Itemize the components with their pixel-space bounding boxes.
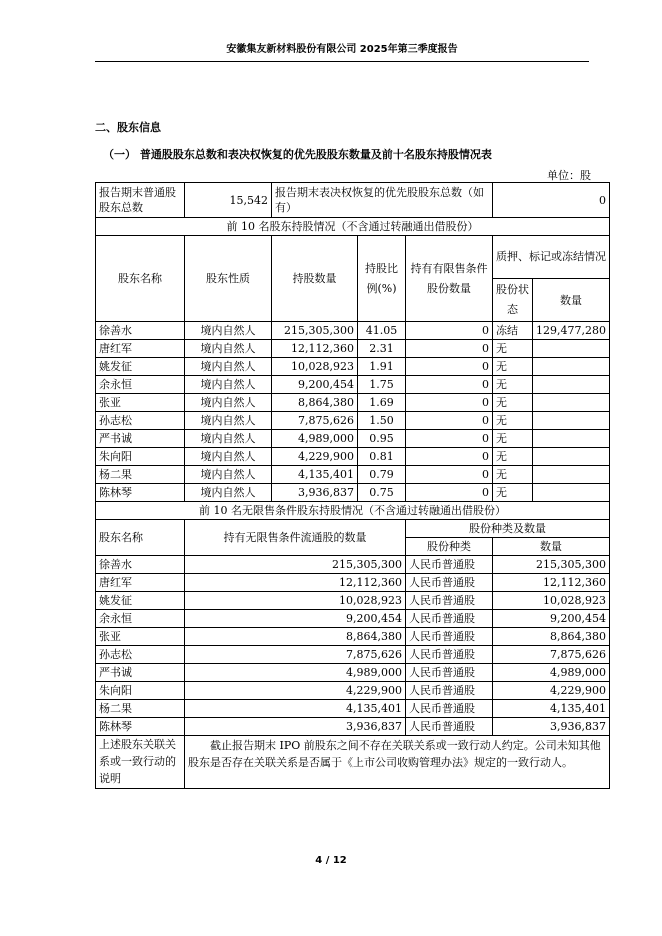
col-header-ratio: 持股比例(%) bbox=[358, 236, 406, 322]
share-count: 4,135,401 bbox=[493, 700, 610, 718]
table-row bbox=[96, 394, 610, 412]
pledge-status: 无 bbox=[493, 448, 533, 466]
share-type: 人民币普通股 bbox=[406, 628, 493, 646]
table-row bbox=[96, 574, 610, 592]
share-count: 215,305,300 bbox=[493, 556, 610, 574]
relation-note-label: 上述股东关联关系或一致行动的说明 bbox=[96, 736, 185, 789]
shareholding-ratio: 1.75 bbox=[358, 376, 406, 394]
share-count: 7,875,626 bbox=[493, 646, 610, 664]
pledge-status: 无 bbox=[493, 466, 533, 484]
pledge-status: 冻结 bbox=[493, 322, 533, 340]
table-row bbox=[96, 592, 610, 610]
restricted-shares: 0 bbox=[406, 448, 493, 466]
table-row bbox=[96, 376, 610, 394]
share-type: 人民币普通股 bbox=[406, 646, 493, 664]
shareholding-ratio: 1.50 bbox=[358, 412, 406, 430]
shareholding-amount: 10,028,923 bbox=[272, 358, 358, 376]
pledge-count bbox=[533, 484, 610, 502]
shareholding-amount: 215,305,300 bbox=[272, 322, 358, 340]
shareholder-name: 姚发征 bbox=[96, 358, 185, 376]
shareholding-amount: 7,875,626 bbox=[272, 412, 358, 430]
u-col-header-count: 数量 bbox=[493, 538, 610, 556]
share-count: 12,112,360 bbox=[493, 574, 610, 592]
restricted-shares: 0 bbox=[406, 466, 493, 484]
table-row bbox=[96, 484, 610, 502]
pledge-count: 129,477,280 bbox=[533, 322, 610, 340]
unrestricted-section-row bbox=[96, 502, 610, 520]
unrestricted-shares: 9,200,454 bbox=[185, 610, 406, 628]
table-row bbox=[96, 448, 610, 466]
restricted-shares: 0 bbox=[406, 322, 493, 340]
restricted-shares: 0 bbox=[406, 340, 493, 358]
unrestricted-shares: 4,229,900 bbox=[185, 682, 406, 700]
relation-note-text: 截止报告期末 IPO 前股东之间不存在关联关系或一致行动人约定。公司未知其他股东是否存在关联关系是否属于《上市公司收购管理办法》规定的一致行动人。 bbox=[185, 736, 610, 789]
pledge-count bbox=[533, 448, 610, 466]
unrestricted-shares: 7,875,626 bbox=[185, 646, 406, 664]
shareholder-name: 严书诚 bbox=[96, 664, 185, 682]
pledge-count bbox=[533, 358, 610, 376]
common-holders-value: 15,542 bbox=[185, 183, 272, 218]
u-col-header-name: 股东名称 bbox=[96, 520, 185, 556]
col-header-nature: 股东性质 bbox=[185, 236, 272, 322]
share-count: 4,989,000 bbox=[493, 664, 610, 682]
share-type: 人民币普通股 bbox=[406, 574, 493, 592]
share-type: 人民币普通股 bbox=[406, 700, 493, 718]
top10-header-row bbox=[96, 236, 610, 279]
shareholder-name: 孙志松 bbox=[96, 646, 185, 664]
unit-label: 单位：股 bbox=[547, 169, 591, 182]
table-row bbox=[96, 700, 610, 718]
section-title: 二、股东信息 bbox=[95, 121, 161, 134]
unrestricted-rows bbox=[96, 556, 610, 736]
shareholder-name: 徐善水 bbox=[96, 556, 185, 574]
shareholder-name: 张亚 bbox=[96, 394, 185, 412]
pref-holders-label: 报告期末表决权恢复的优先股股东总数（如有） bbox=[272, 183, 493, 218]
u-col-header-shares: 持有无限售条件流通股的数量 bbox=[185, 520, 406, 556]
shareholder-nature: 境内自然人 bbox=[185, 412, 272, 430]
top10-rows bbox=[96, 322, 610, 502]
shareholding-ratio: 0.75 bbox=[358, 484, 406, 502]
shareholder-name: 唐红军 bbox=[96, 574, 185, 592]
shareholding-amount: 4,135,401 bbox=[272, 466, 358, 484]
shareholder-nature: 境内自然人 bbox=[185, 376, 272, 394]
share-count: 8,864,380 bbox=[493, 628, 610, 646]
restricted-shares: 0 bbox=[406, 484, 493, 502]
pledge-count bbox=[533, 430, 610, 448]
restricted-shares: 0 bbox=[406, 376, 493, 394]
table-row bbox=[96, 718, 610, 736]
shareholder-name: 陈林琴 bbox=[96, 484, 185, 502]
shareholder-name: 朱向阳 bbox=[96, 448, 185, 466]
unrestricted-shares: 4,135,401 bbox=[185, 700, 406, 718]
pledge-status: 无 bbox=[493, 430, 533, 448]
share-count: 4,229,900 bbox=[493, 682, 610, 700]
pledge-count bbox=[533, 412, 610, 430]
table-row bbox=[96, 430, 610, 448]
table-row bbox=[96, 664, 610, 682]
unrestricted-shares: 8,864,380 bbox=[185, 628, 406, 646]
summary-row bbox=[96, 183, 610, 218]
share-type: 人民币普通股 bbox=[406, 664, 493, 682]
shareholding-ratio: 1.91 bbox=[358, 358, 406, 376]
unrestricted-shares: 215,305,300 bbox=[185, 556, 406, 574]
col-header-pledge-count: 数量 bbox=[533, 279, 610, 322]
pledge-count bbox=[533, 466, 610, 484]
col-header-shares: 持股数量 bbox=[272, 236, 358, 322]
subsection-title: （一） 普通股股东总数和表决权恢复的优先股股东数量及前十名股东持股情况表 bbox=[103, 148, 492, 161]
shareholding-ratio: 2.31 bbox=[358, 340, 406, 358]
shareholding-ratio: 41.05 bbox=[358, 322, 406, 340]
restricted-shares: 0 bbox=[406, 358, 493, 376]
shareholder-name: 孙志松 bbox=[96, 412, 185, 430]
shareholder-nature: 境内自然人 bbox=[185, 394, 272, 412]
pledge-count bbox=[533, 394, 610, 412]
restricted-shares: 0 bbox=[406, 430, 493, 448]
share-count: 10,028,923 bbox=[493, 592, 610, 610]
restricted-shares: 0 bbox=[406, 394, 493, 412]
share-type: 人民币普通股 bbox=[406, 718, 493, 736]
share-count: 9,200,454 bbox=[493, 610, 610, 628]
shareholder-name: 陈林琴 bbox=[96, 718, 185, 736]
shareholder-name: 姚发征 bbox=[96, 592, 185, 610]
col-header-pledge-group: 质押、标记或冻结情况 bbox=[493, 236, 610, 279]
common-holders-label: 报告期末普通股股东总数 bbox=[96, 183, 185, 218]
pledge-status: 无 bbox=[493, 376, 533, 394]
shareholder-nature: 境内自然人 bbox=[185, 340, 272, 358]
unrestricted-shares: 10,028,923 bbox=[185, 592, 406, 610]
share-type: 人民币普通股 bbox=[406, 592, 493, 610]
relation-note-row bbox=[96, 736, 610, 789]
table-row bbox=[96, 340, 610, 358]
shareholder-name: 朱向阳 bbox=[96, 682, 185, 700]
shareholding-ratio: 0.79 bbox=[358, 466, 406, 484]
shareholder-nature: 境内自然人 bbox=[185, 466, 272, 484]
restricted-shares: 0 bbox=[406, 412, 493, 430]
col-header-restricted: 持有有限售条件股份数量 bbox=[406, 236, 493, 322]
shareholder-name: 余永恒 bbox=[96, 376, 185, 394]
pledge-count bbox=[533, 340, 610, 358]
shareholding-amount: 9,200,454 bbox=[272, 376, 358, 394]
shareholder-name: 唐红军 bbox=[96, 340, 185, 358]
shareholder-name: 严书诚 bbox=[96, 430, 185, 448]
pledge-count bbox=[533, 376, 610, 394]
share-type: 人民币普通股 bbox=[406, 556, 493, 574]
page-header: 安徽集友新材料股份有限公司 2025年第三季度报告 bbox=[226, 44, 458, 55]
shareholder-name: 杨二果 bbox=[96, 466, 185, 484]
shareholder-nature: 境内自然人 bbox=[185, 430, 272, 448]
unrestricted-section-label: 前 10 名无限售条件股东持股情况（不含通过转融通出借股份） bbox=[96, 502, 610, 520]
shareholding-ratio: 0.81 bbox=[358, 448, 406, 466]
shareholding-amount: 4,229,900 bbox=[272, 448, 358, 466]
u-col-header-type: 股份种类 bbox=[406, 538, 493, 556]
unrestricted-shares: 12,112,360 bbox=[185, 574, 406, 592]
pledge-status: 无 bbox=[493, 358, 533, 376]
pledge-status: 无 bbox=[493, 340, 533, 358]
share-type: 人民币普通股 bbox=[406, 682, 493, 700]
top10-section-row bbox=[96, 218, 610, 236]
shareholding-ratio: 1.69 bbox=[358, 394, 406, 412]
table-row bbox=[96, 610, 610, 628]
pref-holders-value: 0 bbox=[493, 183, 610, 218]
share-count: 3,936,837 bbox=[493, 718, 610, 736]
shareholder-nature: 境内自然人 bbox=[185, 448, 272, 466]
shareholding-amount: 3,936,837 bbox=[272, 484, 358, 502]
pledge-status: 无 bbox=[493, 484, 533, 502]
table-row bbox=[96, 628, 610, 646]
shareholder-nature: 境内自然人 bbox=[185, 322, 272, 340]
table-row bbox=[96, 646, 610, 664]
table-row bbox=[96, 466, 610, 484]
pledge-status: 无 bbox=[493, 394, 533, 412]
shareholder-name: 杨二果 bbox=[96, 700, 185, 718]
unrestricted-shares: 3,936,837 bbox=[185, 718, 406, 736]
col-header-name: 股东名称 bbox=[96, 236, 185, 322]
unrestricted-header-row bbox=[96, 520, 610, 538]
shareholding-amount: 8,864,380 bbox=[272, 394, 358, 412]
shareholder-name: 余永恒 bbox=[96, 610, 185, 628]
shareholding-ratio: 0.95 bbox=[358, 430, 406, 448]
top10-section-label: 前 10 名股东持股情况（不含通过转融通出借股份） bbox=[96, 218, 610, 236]
shareholder-nature: 境内自然人 bbox=[185, 484, 272, 502]
unrestricted-shares: 4,989,000 bbox=[185, 664, 406, 682]
shareholder-nature: 境内自然人 bbox=[185, 358, 272, 376]
table-row bbox=[96, 358, 610, 376]
table-row bbox=[96, 322, 610, 340]
header-divider bbox=[95, 61, 589, 62]
page-number: 4 / 12 bbox=[315, 855, 347, 866]
shareholder-table bbox=[95, 182, 610, 789]
pledge-status: 无 bbox=[493, 412, 533, 430]
share-type: 人民币普通股 bbox=[406, 610, 493, 628]
shareholder-name: 徐善水 bbox=[96, 322, 185, 340]
table-row bbox=[96, 556, 610, 574]
col-header-pledge-status: 股份状态 bbox=[493, 279, 533, 322]
shareholding-amount: 12,112,360 bbox=[272, 340, 358, 358]
u-col-header-type-group: 股份种类及数量 bbox=[406, 520, 610, 538]
shareholder-name: 张亚 bbox=[96, 628, 185, 646]
table-row bbox=[96, 412, 610, 430]
shareholding-amount: 4,989,000 bbox=[272, 430, 358, 448]
table-row bbox=[96, 682, 610, 700]
